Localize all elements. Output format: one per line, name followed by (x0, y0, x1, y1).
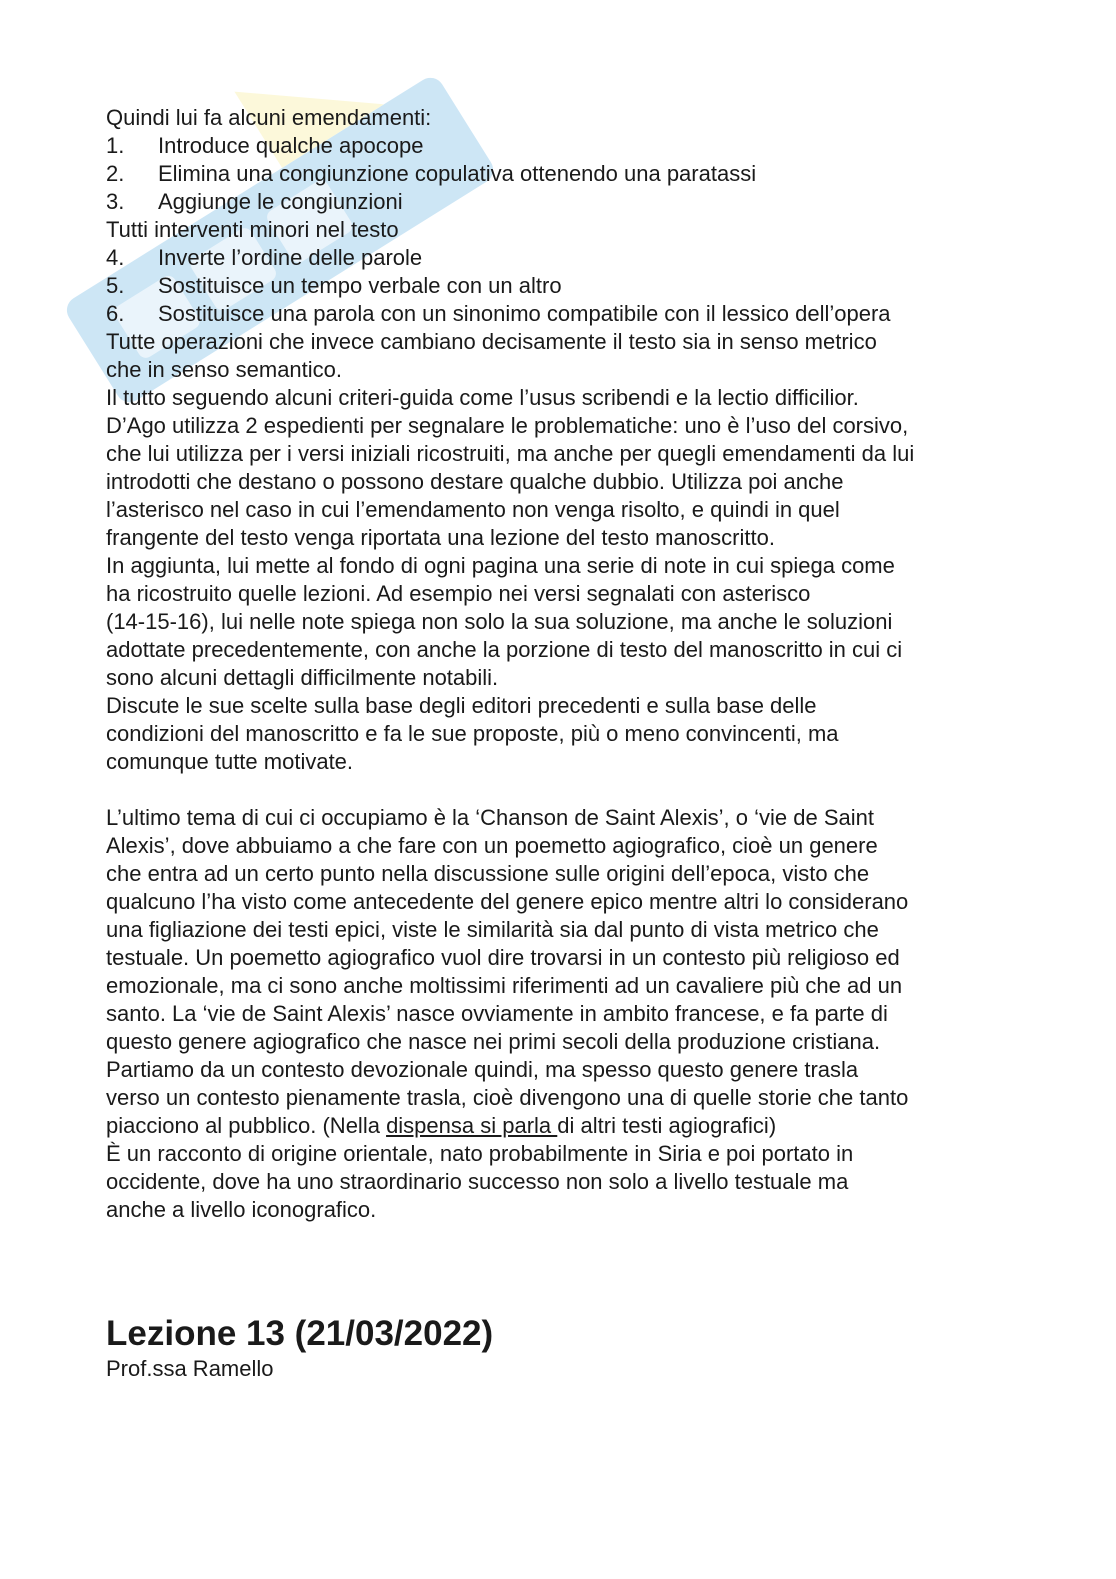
dispensa-link[interactable]: dispensa si parla (386, 1113, 558, 1138)
text-line: introdotti che destano o possono destare qualche dubbio. Utilizza poi anche (106, 469, 844, 494)
text-line: l’asterisco nel caso in cui l’emendamento non venga risolto, e quindi in quel (106, 497, 840, 522)
minor-note: Tutti interventi minori nel testo (106, 217, 399, 242)
list-text: Aggiunge le congiunzioni (158, 189, 403, 214)
text-line: che in senso semantico. (106, 357, 343, 382)
text-line: testuale. Un poemetto agiografico vuol dire trovarsi in un contesto più religioso ed (106, 945, 900, 970)
text-line: che entra ad un certo punto nella discussione sulle origini dell’epoca, visto che (106, 861, 870, 886)
list-number: 1. (106, 133, 125, 158)
list-number: 6. (106, 301, 125, 326)
list-text: Elimina una congiunzione copulativa ottenendo una paratassi (158, 161, 757, 186)
text-line: sono alcuni dettagli difficilmente notabili. (106, 665, 499, 690)
list-text: Inverte l’ordine delle parole (158, 245, 423, 270)
professor-name: Prof.ssa Ramello (106, 1356, 274, 1381)
text-line: Discute le sue scelte sulla base degli editori precedenti e sulla base delle (106, 693, 817, 718)
text-line-with-link (106, 1112, 1016, 1140)
list-item (106, 188, 1016, 216)
text-line: L’ultimo tema di cui ci occupiamo è la ‘Chanson de Saint Alexis’, o ‘vie de Saint (106, 805, 874, 830)
text-line: Alexis’, dove abbuiamo a che fare con un poemetto agiografico, cioè un genere (106, 833, 878, 858)
text-line: qualcuno l’ha visto come antecedente del genere epico mentre altri lo considerano (106, 889, 909, 914)
text-line: D’Ago utilizza 2 espedienti per segnalare le problematiche: uno è l’uso del corsivo, (106, 413, 909, 438)
paragraph-spacer (106, 776, 1016, 804)
text-line: (14-15-16), lui nelle note spiega non solo la sua soluzione, ma anche le soluzioni (106, 609, 893, 634)
text-fragment: di altri testi agiografici) (557, 1113, 777, 1138)
list-item (106, 300, 1016, 328)
text-line: Tutte operazioni che invece cambiano decisamente il testo sia in senso metrico (106, 329, 877, 354)
document-body (106, 104, 1016, 1224)
text-line: adottate precedentemente, con anche la porzione di testo del manoscritto in cui ci (106, 637, 903, 662)
list-item (106, 132, 1016, 160)
text-line: questo genere agiografico che nasce nei primi secoli della produzione cristiana. (106, 1029, 881, 1054)
paragraph-alexis (106, 804, 1016, 1140)
list-text: Sostituisce una parola con un sinonimo compatibile con il lessico dell’opera (158, 301, 891, 326)
paragraph-origin (106, 1140, 1016, 1224)
lesson-title: Lezione 13 (21/03/2022) (106, 1314, 494, 1353)
text-line: comunque tutte motivate. (106, 749, 354, 774)
list-number: 4. (106, 245, 125, 270)
paragraph-notes (106, 552, 1016, 692)
list-number: 5. (106, 273, 125, 298)
text-line: emozionale, ma ci sono anche moltissimi riferimenti ad un cavaliere più che ad un (106, 973, 903, 998)
paragraph-choices (106, 692, 1016, 776)
text-line: In aggiunta, lui mette al fondo di ogni pagina una serie di note in cui spiega come (106, 553, 895, 578)
intro-line: Quindi lui fa alcuni emendamenti: (106, 105, 432, 130)
text-line: frangente del testo venga riportata una lezione del testo manoscritto. (106, 525, 775, 550)
emendation-list-a (106, 132, 1016, 216)
paragraph-operations (106, 328, 1016, 384)
text-line: Il tutto seguendo alcuni criteri-guida come l’usus scribendi e la lectio difficilior. (106, 385, 859, 410)
text-line: ha ricostruito quelle lezioni. Ad esempio nei versi segnalati con asterisco (106, 581, 811, 606)
text-line: occidente, dove ha uno straordinario successo non solo a livello testuale ma (106, 1169, 849, 1194)
text-fragment: piacciono al pubblico. (Nella (106, 1113, 387, 1138)
text-line: Partiamo da un contesto devozionale quindi, ma spesso questo genere trasla (106, 1057, 859, 1082)
list-item (106, 160, 1016, 188)
text-line: santo. La ‘vie de Saint Alexis’ nasce ovviamente in ambito francese, e fa parte di (106, 1001, 888, 1026)
text-line: una figliazione dei testi epici, viste le similarità sia dal punto di vista metrico che (106, 917, 879, 942)
paragraph-expedients (106, 412, 1016, 552)
list-number: 3. (106, 189, 125, 214)
list-item (106, 244, 1016, 272)
list-text: Sostituisce un tempo verbale con un altro (158, 273, 562, 298)
text-line: È un racconto di origine orientale, nato probabilmente in Siria e poi portato in (106, 1141, 854, 1166)
text-line: anche a livello iconografico. (106, 1197, 377, 1222)
text-line: che lui utilizza per i versi iniziali ricostruiti, ma anche per quegli emendamenti da lui (106, 441, 915, 466)
list-text: Introduce qualche apocope (158, 133, 424, 158)
text-line: condizioni del manoscritto e fa le sue proposte, più o meno convincenti, ma (106, 721, 839, 746)
list-item (106, 272, 1016, 300)
text-line: verso un contesto pienamente trasla, cioè divengono una di quelle storie che tanto (106, 1085, 909, 1110)
paragraph-criteria (106, 384, 1016, 412)
list-number: 2. (106, 161, 125, 186)
emendation-list-b (106, 244, 1016, 328)
